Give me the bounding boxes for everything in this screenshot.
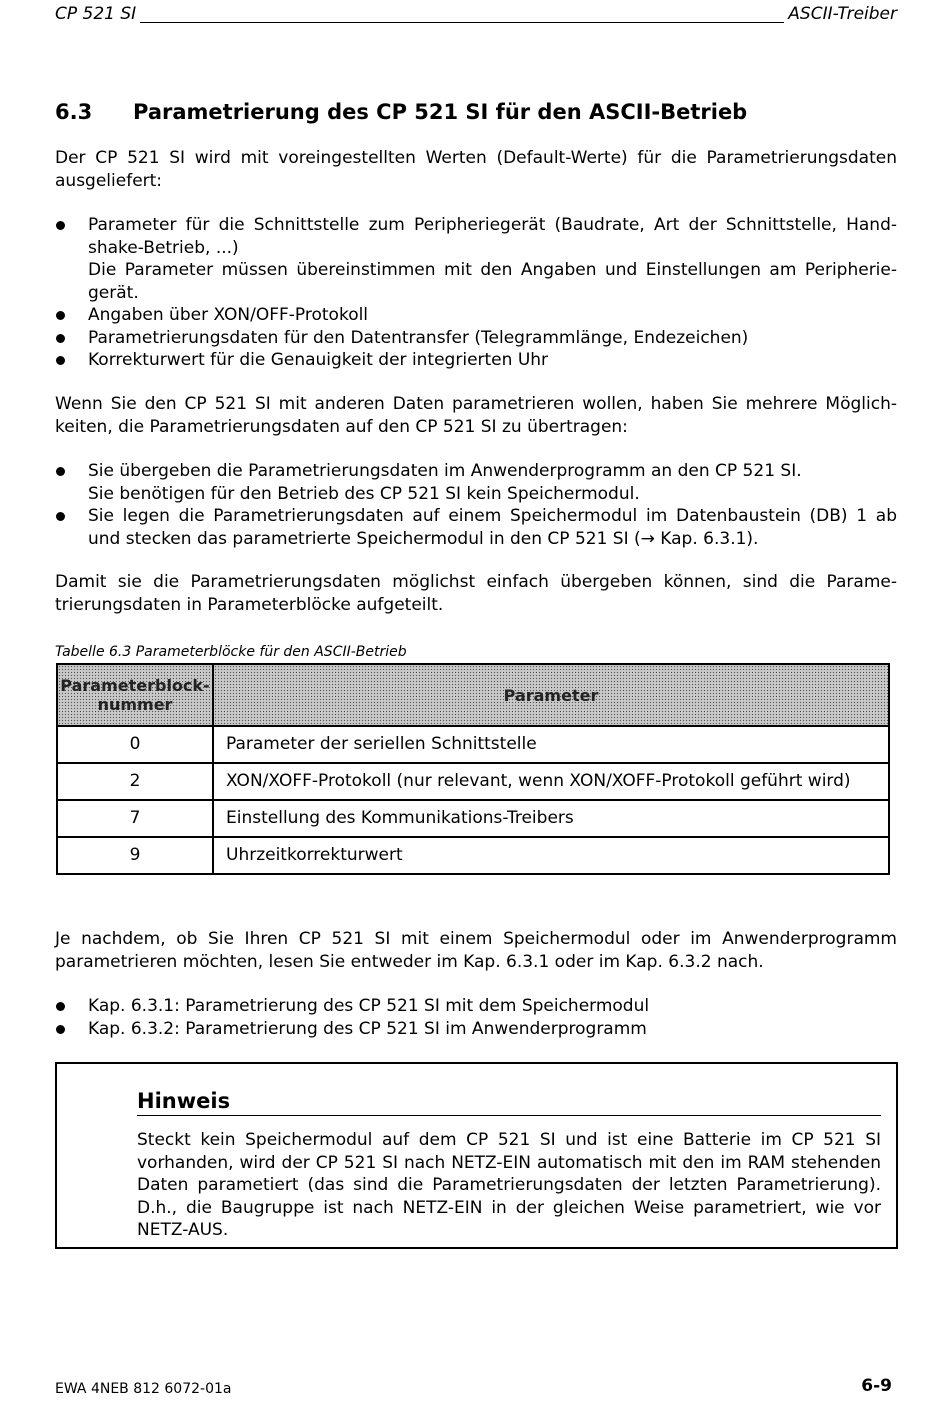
column-header-block-number: Parameterblock-nummer [57, 664, 213, 726]
note-box [55, 1062, 898, 1249]
bullet-icon [56, 1025, 65, 1034]
list-item [55, 505, 897, 550]
section-title [55, 99, 747, 125]
chapter-choice-paragraph: Je nachdem, ob Sie Ihren CP 521 SI mit einem Speichermodul oder im Anwenderprogramm parametrieren möchten, lesen Sie entweder im Kap. 6.3.1 oder im Kap. 6.3.2 nach. [55, 929, 897, 972]
default-values-list [55, 214, 897, 372]
header-right: ASCII-Treiber [788, 3, 897, 24]
table-row [57, 726, 889, 763]
note-title: Hinweis [137, 1088, 881, 1116]
table-row [57, 763, 889, 800]
list-item [55, 304, 897, 327]
table-caption: Tabelle 6.3 Parameterblöcke für den ASCII-Betrieb [55, 644, 407, 660]
list-item [55, 214, 897, 304]
list-item-text: Sie übergeben die Parametrierungsdaten im Anwenderprogramm an den CP 521 SI. [88, 461, 802, 481]
list-item-text: Parameter für die Schnittstelle zum Peripheriegerät (Baudrate, Art der Schnittstelle, Hand-shake-Betrieb, ...) [88, 215, 897, 258]
bullet-icon [56, 334, 65, 343]
header-rule [140, 22, 784, 23]
table-header-row [57, 664, 889, 726]
footer-page-number: 6-9 [861, 1376, 892, 1396]
bullet-icon [56, 512, 65, 521]
blocks-paragraph: Damit sie die Parametrierungsdaten möglichst einfach übergeben können, sind die Parame-trierungsdaten in Parameterblöcke aufgeteilt. [55, 572, 897, 615]
header-left: CP 521 SI [55, 3, 137, 24]
list-item [55, 349, 897, 372]
section-number: 6.3 [55, 100, 93, 124]
parameter-cell: XON/XOFF-Protokoll (nur relevant, wenn XON/XOFF-Protokoll geführt wird) [213, 763, 889, 800]
bullet-icon [56, 1002, 65, 1011]
list-item-text: Kap. 6.3.2: Parametrierung des CP 521 SI im Anwenderprogramm [88, 1018, 647, 1039]
list-item-text: Parametrierungsdaten für den Datentransfer (Telegrammlänge, Endezeichen) [88, 327, 749, 348]
bullet-icon [56, 356, 65, 365]
list-item-text: Korrekturwert für die Genauigkeit der integrierten Uhr [88, 350, 549, 370]
block-number-cell: 7 [57, 800, 213, 837]
page-header [55, 0, 897, 28]
list-item-text: Sie legen die Parametrierungsdaten auf einem Speichermodul im Datenbaustein (DB) 1 ab und stecken das parametrierte Speichermodul in den CP 521 SI (→ Kap. 6.3.1). [88, 506, 897, 549]
parameter-cell: Einstellung des Kommunikations-Treibers [213, 800, 889, 837]
list-item-text: Angaben über XON/OFF-Protokoll [88, 305, 369, 325]
footer-document-id: EWA 4NEB 812 6072-01a [55, 1381, 232, 1397]
list-item [55, 1018, 897, 1041]
table-row [57, 837, 889, 874]
options-paragraph: Wenn Sie den CP 521 SI mit anderen Daten parametrieren wollen, haben Sie mehrere Möglich-keiten, die Parametrierungsdaten auf den CP 521 SI zu übertragen: [55, 394, 897, 437]
list-item-subtext: Die Parameter müssen übereinstimmen mit den Angaben und Einstellungen am Peripherie-gerät. [88, 260, 897, 303]
block-number-cell: 0 [57, 726, 213, 763]
section-title-text: Parametrierung des CP 521 SI für den ASCII-Betrieb [133, 100, 748, 124]
bullet-icon [56, 467, 65, 476]
list-item-text: Kap. 6.3.1: Parametrierung des CP 521 SI mit dem Speichermodul [88, 996, 650, 1016]
bullet-icon [56, 311, 65, 320]
parameter-cell: Parameter der seriellen Schnittstelle [213, 726, 889, 763]
bullet-icon [56, 221, 65, 230]
list-item-subtext: Sie benötigen für den Betrieb des CP 521 SI kein Speichermodul. [88, 483, 640, 504]
list-item [55, 460, 897, 505]
block-number-cell: 9 [57, 837, 213, 874]
intro-paragraph: Der CP 521 SI wird mit voreingestellten Werten (Default-Werte) für die Parametrierungsdaten ausgeliefert: [55, 148, 897, 191]
note-text: Steckt kein Speichermodul auf dem CP 521 SI und ist eine Batterie im CP 521 SI vorhanden, wird der CP 521 SI nach NETZ-EIN automatisch mit den im RAM stehenden Daten parametiert (das sind die Parametrierungsdaten der letzten Parametrierung). D.h., die Baugruppe ist nach NETZ-EIN in der gleichen Weise parametriert, wie vor NETZ-AUS. [137, 1130, 881, 1240]
transfer-options-list [55, 460, 897, 550]
block-number-cell: 2 [57, 763, 213, 800]
parameter-cell: Uhrzeitkorrekturwert [213, 837, 889, 874]
list-item [55, 327, 897, 350]
column-header-parameter: Parameter [213, 664, 889, 726]
table-row [57, 800, 889, 837]
chapter-links-list [55, 995, 897, 1040]
list-item [55, 995, 897, 1018]
parameter-blocks-table [56, 663, 890, 875]
